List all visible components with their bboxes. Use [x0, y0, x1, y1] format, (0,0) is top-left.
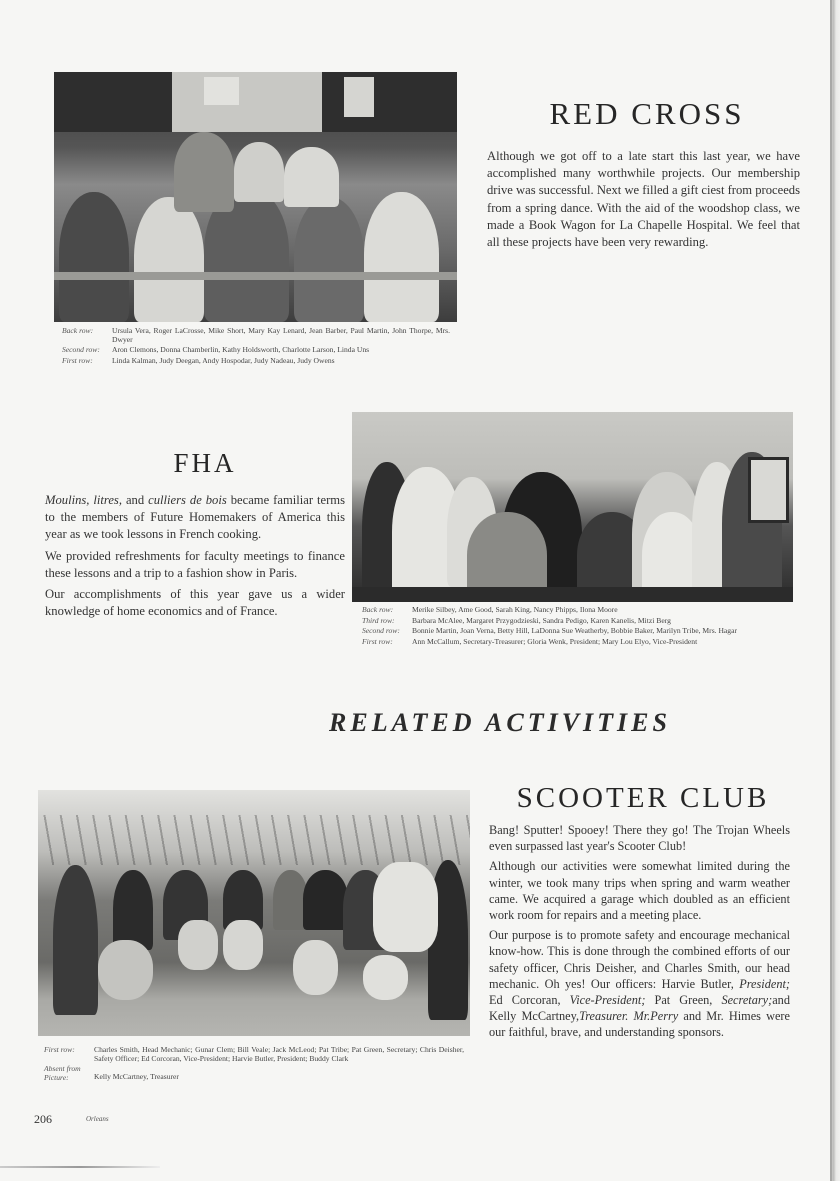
caption-row [44, 1065, 464, 1082]
fha-text: and [121, 493, 149, 507]
caption-names: Aron Clemons, Donna Chamberlin, Kathy Holdsworth, Charlotte Larson, Linda Uns [112, 345, 370, 355]
caption-row [62, 346, 450, 355]
caption-label: Second row: [362, 626, 400, 636]
caption-row [362, 638, 782, 647]
caption-names: Bonnie Martin, Joan Verna, Betty Hill, LaDonna Sue Weatherby, Bobbie Baker, Marilyn Tribe, Mrs. Hagar [412, 626, 737, 636]
caption-row [44, 1046, 464, 1063]
related-activities-heading: RELATED ACTIVITIES [329, 708, 671, 737]
caption-names: Ursula Vera, Roger LaCrosse, Mike Short, Mary Kay Lenard, Jean Barber, Paul Martin, John Thorpe, Mrs. Dwyer [112, 326, 450, 344]
publication-name: Orleans [86, 1115, 109, 1123]
caption-names: Kelly McCartney, Treasurer [94, 1072, 179, 1082]
fha-italic-term: Moulins, litres, [45, 493, 122, 507]
caption-row [62, 327, 450, 344]
scooter-paragraph-2: Although our activities were somewhat limited during the winter, we took many trips when spring and warm weather came. We acquired a garage which doubled as an efficient work room for repairs and a meeting place. [489, 859, 790, 923]
officer-title: Vice-President; [569, 993, 646, 1008]
page-bottom-edge [0, 1166, 160, 1168]
red-cross-caption [62, 327, 450, 367]
caption-row [62, 357, 450, 366]
fha-heading: FHA [173, 448, 237, 478]
red-cross-photo [54, 72, 457, 322]
officer-title: Treasurer. Mr.Perry [579, 1009, 679, 1024]
officer-title: President; [739, 976, 790, 991]
red-cross-paragraph [487, 148, 800, 255]
caption-names: Linda Kalman, Judy Deegan, Andy Hospodar, Judy Nadeau, Judy Owens [112, 355, 335, 365]
caption-names: Merike Silbey, Ame Good, Sarah King, Nancy Phipps, Ilona Moore [412, 605, 618, 614]
fha-paragraph-1 [45, 492, 345, 544]
scooter-text: Pat Green, [645, 993, 722, 1008]
red-cross-heading: RED CROSS [549, 96, 745, 131]
red-cross-text: Although we got off to a late start this last year, we have accomplished many worthwhile projects. Our membership drive was successful. Next we filled a gift ciest from proceeds from a spring dance. With the aid of the woodshop class, we made a Book Wagon for La Chapelle Hospital. We feel that all these projects have been very rewarding. [487, 149, 800, 250]
fha-paragraph-2: We provided refreshments for faculty meetings to finance these lessons and a trip to a fashion show in Paris. [45, 548, 345, 580]
caption-label: Absent from Picture: [44, 1064, 81, 1082]
caption-label: First row: [362, 636, 393, 646]
caption-names: Charles Smith, Head Mechanic; Gunar Clem; Bill Veale; Jack McLeod; Pat Tribe; Pat Green, Secretary; Chris Deisher, Safety Officer; Ed Corcoran, Vice-President; Harvie Butler, President; Buddy Clark [94, 1045, 464, 1063]
page-number: 206 [34, 1112, 52, 1126]
caption-row [362, 627, 782, 636]
gutter-line [830, 0, 832, 1181]
scooter-text: and Mr. Himes were our faithful, brave, and understanding sponsors. [489, 1009, 790, 1040]
caption-label: First row: [44, 1045, 75, 1054]
scooter-club-body [489, 822, 790, 1045]
caption-label: Back row: [62, 326, 94, 335]
scooter-text: Ed Corcoran, [489, 993, 570, 1008]
fha-italic-term: culliers de bois [148, 493, 227, 507]
caption-label: First row: [62, 355, 93, 365]
caption-label: Third row: [362, 615, 395, 625]
officer-title: Secretary; [721, 993, 773, 1008]
scooter-text: and Kelly McCartney, [489, 993, 790, 1024]
caption-names: Barbara McAlee, Margaret Przygodzieski, Sandra Pedigo, Karen Kanelis, Mitzi Berg [412, 615, 671, 625]
scooter-club-photo [38, 790, 470, 1036]
scooter-text: Our purpose is to promote safety and encourage mechanical know-how. This is done through the combined efforts of our safety officer, Chris Deisher, and Charles Smith, our head mechanic. Oh yes! Our officers: Harvie Butler, [489, 928, 790, 991]
fha-text: became familiar terms to the members of Future Homemakers of America this year as we took lessons in French cooking. [45, 493, 345, 542]
caption-label: Back row: [362, 605, 394, 614]
fha-caption [362, 606, 782, 648]
scooter-club-caption [44, 1046, 464, 1084]
fha-paragraph-3: Our accomplishments of this year gave us a wider knowledge of home economics and of France. [45, 587, 345, 619]
scooter-paragraph-1: Bang! Sputter! Spooey! There they go! The Trojan Wheels even surpassed last year's Scooter Club! [489, 823, 790, 854]
caption-row [362, 617, 782, 626]
fha-photo [352, 412, 793, 602]
fha-body [45, 492, 345, 624]
scooter-paragraph-3 [489, 927, 790, 1040]
caption-names: Ann McCallum, Secretary-Treasurer; Gloria Wenk, President; Mary Lou Elyo, Vice-President [412, 636, 698, 646]
caption-row [362, 606, 782, 615]
scooter-club-heading: SCOOTER CLUB [516, 782, 770, 814]
caption-label: Second row: [62, 345, 100, 355]
